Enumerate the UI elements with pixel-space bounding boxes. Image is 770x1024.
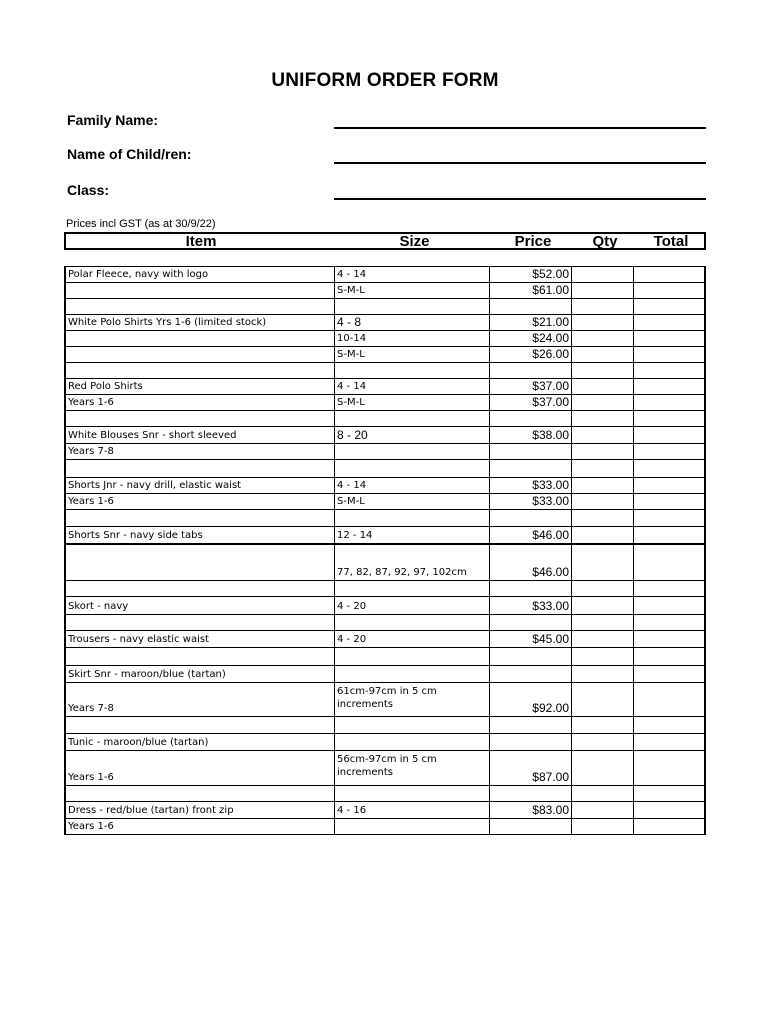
item-cell [64,597,335,614]
price-cell [490,802,572,818]
size-cell [335,631,490,647]
size-text: 4 - 20 [337,601,367,612]
table-row [64,347,706,363]
item-cell [64,411,335,426]
size-cell [335,666,490,682]
item-text: Skirt Snr - maroon/blue (tartan) [68,669,226,680]
price-cell [490,751,572,785]
table-row [64,786,706,802]
item-text: Years 1-6 [68,397,114,408]
total-cell[interactable] [634,683,706,716]
table-row [64,363,706,379]
item-cell [64,315,335,330]
price-text: $46.00 [532,565,569,579]
table-row [64,460,706,478]
qty-cell[interactable] [572,527,634,543]
size-text: 4 - 14 [337,480,367,491]
price-cell [490,460,572,477]
table-row [64,510,706,527]
qty-cell[interactable] [572,683,634,716]
table-row [64,444,706,460]
price-cell [490,545,572,580]
table-row [64,631,706,648]
size-text: 12 - 14 [337,530,373,541]
price-cell [490,331,572,346]
price-cell [490,717,572,733]
size-cell [335,648,490,665]
size-text: 4 - 14 [337,381,367,392]
price-text: $21.00 [532,315,569,329]
size-cell [335,283,490,298]
table-row [64,819,706,835]
total-cell[interactable] [634,299,706,314]
qty-cell[interactable] [572,545,634,580]
item-cell [64,786,335,801]
qty-cell[interactable] [572,597,634,614]
item-cell [64,494,335,509]
qty-cell[interactable] [572,427,634,443]
size-text: S-M-L [337,349,365,360]
item-text: White Polo Shirts Yrs 1-6 (limited stock) [68,317,267,328]
price-cell [490,427,572,443]
price-cell [490,395,572,410]
qty-cell[interactable] [572,648,634,665]
size-cell [335,581,490,596]
size-cell [335,444,490,459]
table-row [64,615,706,631]
item-cell [64,802,335,818]
price-text: $33.00 [532,494,569,508]
item-cell [64,283,335,298]
item-cell [64,460,335,477]
item-text: Years 1-6 [68,821,114,832]
table-row [64,299,706,315]
header-total: Total [653,233,689,250]
qty-cell[interactable] [572,819,634,834]
price-cell [490,527,572,543]
size-text: 8 - 20 [337,428,368,442]
qty-cell[interactable] [572,299,634,314]
price-cell [490,510,572,526]
qty-cell[interactable] [572,717,634,733]
total-cell[interactable] [634,395,706,410]
price-text: $33.00 [532,478,569,492]
table-row [64,734,706,751]
size-cell [335,427,490,443]
qty-cell[interactable] [572,510,634,526]
price-cell [490,411,572,426]
price-text: $61.00 [532,283,569,297]
item-cell [64,631,335,647]
item-cell [64,545,335,580]
price-note: Prices incl GST (as at 30/9/22) [66,218,216,230]
total-cell[interactable] [634,427,706,443]
item-cell [64,510,335,526]
total-cell[interactable] [634,444,706,459]
item-cell [64,267,335,282]
size-text: 4 - 14 [337,269,367,280]
size-text: S-M-L [337,397,365,408]
total-cell[interactable] [634,802,706,818]
price-text: $26.00 [532,347,569,361]
price-cell [490,347,572,362]
child-name-label: Name of Child/ren: [67,146,192,162]
item-cell [64,717,335,733]
qty-cell[interactable] [572,395,634,410]
price-cell [490,494,572,509]
size-cell [335,315,490,330]
price-cell [490,363,572,378]
size-text: S-M-L [337,285,365,296]
price-cell [490,786,572,801]
size-cell [335,819,490,834]
price-text: $46.00 [532,528,569,542]
table-row [64,648,706,666]
size-cell [335,299,490,314]
qty-cell[interactable] [572,331,634,346]
price-text: $24.00 [532,331,569,345]
qty-cell[interactable] [572,460,634,477]
size-cell [335,411,490,426]
table-row [64,379,706,395]
item-cell [64,379,335,394]
table-row [64,427,706,444]
size-cell [335,494,490,509]
qty-cell[interactable] [572,734,634,750]
total-cell[interactable] [634,494,706,509]
item-text: Shorts Snr - navy side tabs [68,530,203,541]
table-row [64,666,706,683]
total-cell[interactable] [634,819,706,834]
table-row [64,478,706,494]
size-cell [335,379,490,394]
qty-cell[interactable] [572,786,634,801]
class-label: Class: [67,182,110,198]
table-row [64,411,706,427]
item-text: Tunic - maroon/blue (tartan) [68,737,209,748]
qty-cell[interactable] [572,347,634,362]
qty-cell[interactable] [572,363,634,378]
total-cell[interactable] [634,379,706,394]
qty-cell[interactable] [572,444,634,459]
size-cell [335,527,490,543]
qty-cell[interactable] [572,494,634,509]
qty-cell[interactable] [572,267,634,282]
item-cell [64,347,335,362]
size-cell [335,751,490,785]
item-cell [64,683,335,716]
item-text: Years 7-8 [68,703,114,714]
price-cell [490,648,572,665]
item-cell [64,615,335,630]
size-cell [335,734,490,750]
size-text: 4 - 8 [337,315,362,329]
size-cell [335,460,490,477]
price-cell [490,299,572,314]
price-cell [490,267,572,282]
total-cell[interactable] [634,648,706,665]
item-cell [64,819,335,834]
item-text: White Blouses Snr - short sleeved [68,430,237,441]
price-cell [490,683,572,716]
item-cell [64,444,335,459]
price-text: $38.00 [532,428,569,442]
price-cell [490,597,572,614]
total-cell[interactable] [634,331,706,346]
total-cell[interactable] [634,411,706,426]
item-text: Shorts Jnr - navy drill, elastic waist [68,480,242,491]
total-cell[interactable] [634,581,706,596]
total-cell[interactable] [634,363,706,378]
table-row [64,717,706,734]
qty-cell[interactable] [572,666,634,682]
price-text: $92.00 [532,701,569,715]
item-cell [64,734,335,750]
total-cell[interactable] [634,347,706,362]
item-cell [64,299,335,314]
table-header [64,232,706,250]
item-text: Polar Fleece, navy with logo [68,269,209,280]
price-cell [490,615,572,630]
qty-cell[interactable] [572,478,634,493]
qty-cell[interactable] [572,315,634,330]
form-title: UNIFORM ORDER FORM [271,70,499,91]
item-cell [64,666,335,682]
price-cell [490,315,572,330]
item-text: Red Polo Shirts [68,381,143,392]
qty-cell[interactable] [572,751,634,785]
total-cell[interactable] [634,786,706,801]
qty-cell[interactable] [572,631,634,647]
table-row [64,395,706,411]
price-cell [490,379,572,394]
price-cell [490,444,572,459]
header-item: Item [185,233,217,250]
qty-cell[interactable] [572,581,634,596]
qty-cell[interactable] [572,283,634,298]
table-row [64,283,706,299]
total-cell[interactable] [634,666,706,682]
table-row [64,527,706,545]
header-price: Price [514,233,552,250]
size-text: 10-14 [337,333,367,344]
qty-cell[interactable] [572,802,634,818]
price-cell [490,819,572,834]
size-text: 61cm-97cm in 5 cm increments [337,686,437,710]
size-cell [335,395,490,410]
table-row [64,597,706,615]
total-cell[interactable] [634,751,706,785]
total-cell[interactable] [634,315,706,330]
item-text: Years 1-6 [68,496,114,507]
size-cell [335,597,490,614]
table-row [64,266,706,283]
price-text: $83.00 [532,803,569,817]
header-size: Size [399,233,430,250]
header-qty: Qty [592,233,618,250]
qty-cell[interactable] [572,411,634,426]
item-cell [64,648,335,665]
item-cell [64,751,335,785]
total-cell[interactable] [634,734,706,750]
price-cell [490,666,572,682]
item-text: Trousers - navy elastic waist [68,634,209,645]
price-text: $52.00 [532,267,569,281]
child-name-field[interactable] [334,162,706,164]
size-text: 4 - 20 [337,634,367,645]
item-text: Skort - navy [68,601,129,612]
table-row [64,545,706,581]
size-cell [335,331,490,346]
price-cell [490,581,572,596]
size-cell [335,347,490,362]
total-cell[interactable] [634,615,706,630]
price-text: $87.00 [532,770,569,784]
size-text: 56cm-97cm in 5 cm increments [337,754,437,778]
size-text: 4 - 16 [337,805,367,816]
table-row [64,331,706,347]
size-cell [335,615,490,630]
item-text: Dress - red/blue (tartan) front zip [68,805,234,816]
total-cell[interactable] [634,717,706,733]
total-cell[interactable] [634,478,706,493]
table-row [64,683,706,717]
total-cell[interactable] [634,460,706,477]
item-cell [64,331,335,346]
price-cell [490,631,572,647]
total-cell[interactable] [634,267,706,282]
size-cell [335,717,490,733]
item-text: Years 7-8 [68,446,114,457]
item-cell [64,527,335,543]
table-row [64,581,706,597]
size-cell [335,683,490,716]
table-row [64,315,706,331]
total-cell[interactable] [634,545,706,580]
total-cell[interactable] [634,283,706,298]
size-cell [335,363,490,378]
price-text: $37.00 [532,395,569,409]
table-row [64,751,706,786]
order-table [64,266,706,835]
size-cell [335,786,490,801]
size-cell [335,545,490,580]
size-cell [335,267,490,282]
size-text: 77, 82, 87, 92, 97, 102cm [337,567,467,578]
item-cell [64,395,335,410]
price-cell [490,734,572,750]
item-cell [64,478,335,493]
family-name-label: Family Name: [67,112,159,128]
table-row [64,802,706,819]
qty-cell[interactable] [572,379,634,394]
price-cell [490,478,572,493]
size-cell [335,802,490,818]
price-cell [490,283,572,298]
total-cell[interactable] [634,597,706,614]
total-cell[interactable] [634,510,706,526]
item-text: Years 1-6 [68,772,114,783]
item-cell [64,363,335,378]
total-cell[interactable] [634,527,706,543]
size-cell [335,478,490,493]
price-text: $45.00 [532,632,569,646]
size-text: S-M-L [337,496,365,507]
table-row [64,494,706,510]
item-cell [64,427,335,443]
qty-cell[interactable] [572,615,634,630]
price-text: $37.00 [532,379,569,393]
class-field[interactable] [334,198,706,200]
family-name-field[interactable] [334,127,706,129]
total-cell[interactable] [634,631,706,647]
price-text: $33.00 [532,599,569,613]
item-cell [64,581,335,596]
size-cell [335,510,490,526]
